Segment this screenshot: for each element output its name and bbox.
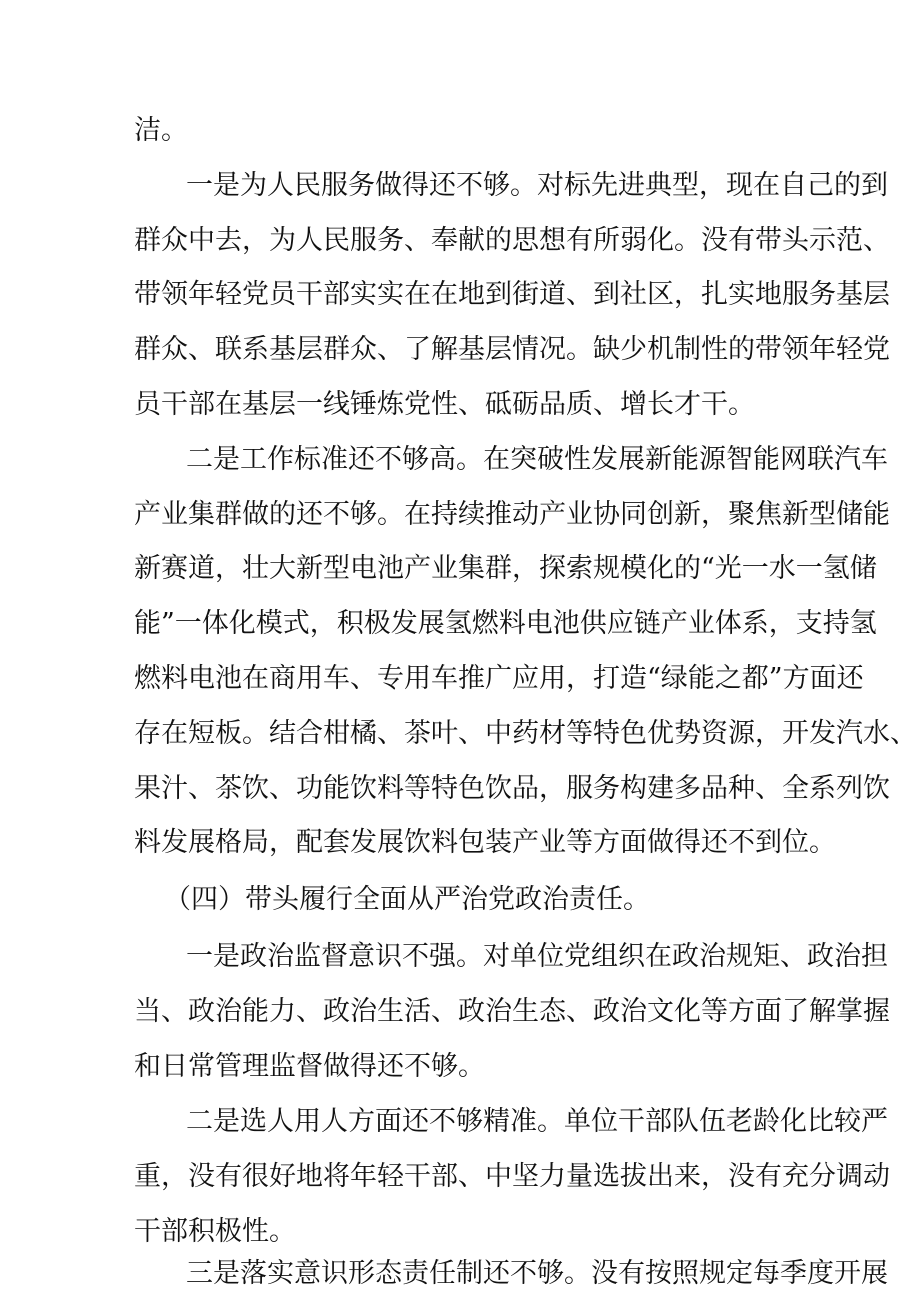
text-line: 果汁、茶饮、功能饮料等特色饮品，服务构建多品种、全系列饮 xyxy=(134,773,890,804)
text-line: 燃料电池在商用车、专用车推广应用，打造“绿能之都”方面还 xyxy=(134,663,864,694)
text-line: 和日常管理监督做得还不够。 xyxy=(134,1051,485,1082)
text-line: 料发展格局，配套发展饮料包装产业等方面做得还不到位。 xyxy=(134,827,836,858)
text-line: 能”一体化模式，积极发展氢燃料电池供应链产业体系，支持氢 xyxy=(134,608,877,639)
text-line: 洁。 xyxy=(134,115,188,146)
paragraph-first-line: 三是落实意识形态责任制还不够。没有按照规定每季度开展 xyxy=(186,1258,888,1289)
text-line: 重，没有很好地将年轻干部、中坚力量选拔出来，没有充分调动 xyxy=(134,1161,890,1192)
text-line: 当、政治能力、政治生活、政治生态、政治文化等方面了解掌握 xyxy=(134,996,890,1027)
paragraph-first-line: 一是政治监督意识不强。对单位党组织在政治规矩、政治担 xyxy=(186,941,888,972)
text-line: 产业集群做的还不够。在持续推动产业协同创新，聚焦新型储能 xyxy=(134,499,890,530)
paragraph-first-line: 一是为人民服务做得还不够。对标先进典型，现在自己的到 xyxy=(186,170,888,201)
text-line: 带领年轻党员干部实实在在地到街道、到社区，扎实地服务基层 xyxy=(134,279,890,310)
text-line: 干部积极性。 xyxy=(134,1216,296,1247)
paragraph-first-line: 二是工作标准还不够高。在突破性发展新能源智能网联汽车 xyxy=(186,444,888,475)
section-heading: （四）带头履行全面从严治党政治责任。 xyxy=(164,884,650,915)
text-line: 新赛道，壮大新型电池产业集群，探索规模化的“光一水一氢储 xyxy=(134,553,877,584)
text-line: 存在短板。结合柑橘、茶叶、中药材等特色优势资源，开发汽水、 xyxy=(134,718,917,749)
text-line: 员干部在基层一线锤炼党性、砥砺品质、增长才干。 xyxy=(134,389,755,420)
text-line: 群众中去，为人民服务、奉献的思想有所弱化。没有带头示范、 xyxy=(134,225,890,256)
paragraph-first-line: 二是选人用人方面还不够精准。单位干部队伍老龄化比较严 xyxy=(186,1106,888,1137)
text-line: 群众、联系基层群众、了解基层情况。缺少机制性的带领年轻党 xyxy=(134,334,890,365)
